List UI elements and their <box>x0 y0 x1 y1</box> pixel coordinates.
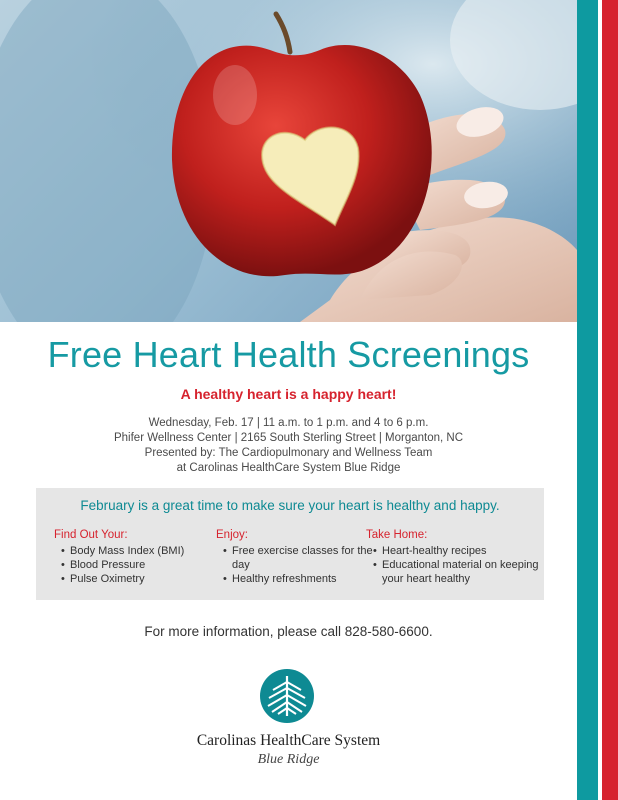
column-list <box>366 544 541 586</box>
flyer-content <box>0 322 577 800</box>
apple-heart-photo <box>0 0 577 322</box>
column-list <box>54 544 219 586</box>
teal-stripe <box>577 0 598 800</box>
list-item: • Educational material on keeping your heart healthy <box>366 558 541 586</box>
column-enjoy <box>216 528 376 586</box>
event-location: Phifer Wellness Center | 2165 South Sterling Street | Morganton, NC <box>113 432 464 444</box>
hero-photo <box>0 0 577 322</box>
list-item: • Pulse Oximetry <box>54 572 219 586</box>
list-item: • Free exercise classes for the day <box>216 544 376 572</box>
page-title: Free Heart Health Screenings <box>47 334 530 375</box>
organization-name: Carolinas HealthCare System <box>196 732 381 749</box>
tree-logo-icon <box>259 668 315 724</box>
contact-info: For more information, please call 828-580-6600. <box>144 624 433 639</box>
event-presenter: Presented by: The Cardiopulmonary and Wellness Team <box>144 447 433 459</box>
tagline: A healthy heart is a happy heart! <box>180 386 397 402</box>
column-take-home <box>366 528 541 586</box>
list-item: • Heart-healthy recipes <box>366 544 541 558</box>
list-item: • Healthy refreshments <box>216 572 376 586</box>
column-heading: Take Home: <box>366 529 428 541</box>
event-date: Wednesday, Feb. 17 | 11 a.m. to 1 p.m. and 4 to 6 p.m. <box>148 417 429 429</box>
column-find-out <box>54 528 219 586</box>
column-list <box>216 544 376 586</box>
red-stripe <box>602 0 618 800</box>
column-heading: Enjoy: <box>216 529 248 541</box>
list-item: • Blood Pressure <box>54 558 219 572</box>
panel-heading: February is a great time to make sure your heart is healthy and happy. <box>80 498 500 513</box>
event-presenter-org: at Carolinas HealthCare System Blue Ridge <box>176 462 401 474</box>
organization-sub: Blue Ridge <box>257 752 320 767</box>
list-item: • Body Mass Index (BMI) <box>54 544 219 558</box>
column-heading: Find Out Your: <box>54 529 128 541</box>
event-details <box>0 416 577 476</box>
info-panel <box>36 488 544 600</box>
